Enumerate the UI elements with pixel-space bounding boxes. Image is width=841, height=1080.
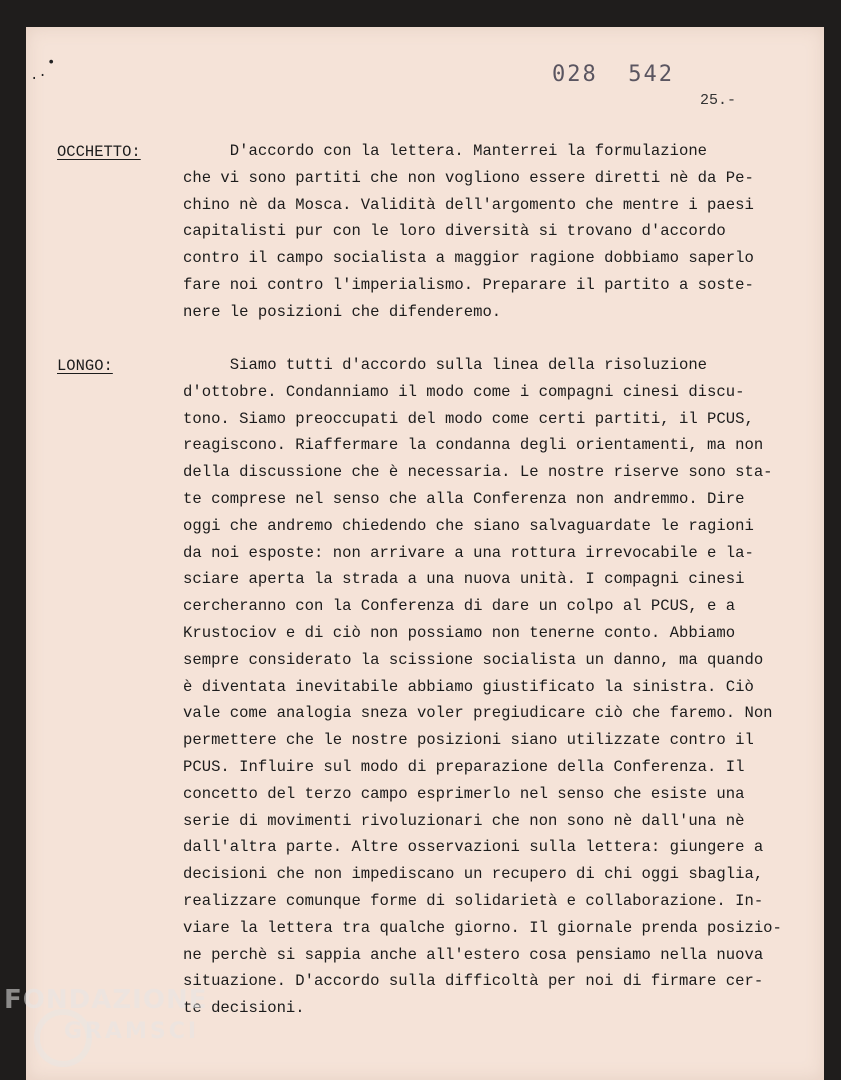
text-line: contro il campo socialista a maggior ragione dobbiamo saperlo	[183, 249, 754, 268]
text-line: serie di movimenti rivoluzionari che non sono nè dall'una nè	[183, 811, 745, 830]
text-line: tono. Siamo preoccupati del modo come certi partiti, il PCUS,	[183, 409, 754, 428]
text-line: fare noi contro l'imperialismo. Preparare il partito a soste-	[183, 275, 754, 294]
text-line: vale come analogia sneza voler pregiudicare ciò che faremo. Non	[183, 704, 773, 723]
speaker-longo: LONGO:	[57, 357, 113, 375]
text-line: della discussione che è necessaria. Le nostre riserve sono sta-	[183, 463, 773, 482]
page-number: 25.-	[700, 92, 737, 109]
text-line: D'accordo con la lettera. Manterrei la formulazione	[183, 142, 708, 160]
text-line: situazione. D'accordo sulla difficoltà per noi di firmare cer-	[183, 972, 764, 991]
text-line: Krustociov e di ciò non possiamo non tenerne conto. Abbiamo	[183, 623, 736, 642]
margin-mark: .·	[30, 68, 47, 84]
archive-number: 028 542	[552, 62, 674, 87]
text-line: permettere che le nostre posizioni siano utilizzate contro il	[183, 731, 754, 750]
text-line: viare la lettera tra qualche giorno. Il giornale prenda posizio-	[183, 918, 782, 937]
fondazione-gramsci-watermark	[4, 985, 208, 1075]
text-line: Siamo tutti d'accordo sulla linea della risoluzione	[183, 356, 708, 374]
text-line: reagiscono. Riaffermare la condanna degli orientamenti, ma non	[183, 436, 764, 455]
text-line: da noi esposte: non arrivare a una rottura irrevocabile e la-	[183, 543, 754, 562]
text-line: sciare aperta la strada a una nuova unità. I compagni cinesi	[183, 570, 745, 589]
text-line: oggi che andremo chiedendo che siano salvaguardate le ragioni	[183, 516, 754, 535]
text-line: cercheranno con la Conferenza di dare un colpo al PCUS, e a	[183, 597, 736, 616]
text-line: concetto del terzo campo esprimerlo nel senso che esiste una	[183, 784, 745, 803]
text-line: te decisioni.	[183, 999, 305, 1018]
text-line: realizzare comunque forme di solidarietà e collaborazione. In-	[183, 891, 764, 910]
text-line: te comprese nel senso che alla Conferenza non andremmo. Dire	[183, 489, 745, 508]
margin-mark: •	[47, 55, 56, 71]
text-line: è diventata inevitabile abbiamo giustificato la sinistra. Ciò	[183, 677, 754, 696]
text-line: PCUS. Influire sul modo di preparazione della Conferenza. Il	[183, 757, 745, 776]
text-line: d'ottobre. Condanniamo il modo come i compagni cinesi discu-	[183, 382, 745, 401]
text-line: capitalisti pur con le loro diversità si trovano d'accordo	[183, 222, 726, 241]
text-line: chino nè da Mosca. Validità dell'argomento che mentre i paesi	[183, 195, 754, 214]
text-line: dall'altra parte. Altre osservazioni sulla lettera: giungere a	[183, 838, 764, 857]
text-line: decisioni che non impediscano un recupero di chi oggi sbaglia,	[183, 865, 764, 884]
text-line: sempre considerato la scissione socialista un danno, ma quando	[183, 650, 764, 669]
watermark-line1: FONDAZIONE	[4, 985, 208, 1015]
text-line: ne perchè si sappia anche all'estero cosa pensiamo nella nuova	[183, 945, 764, 964]
paragraph-longo	[183, 352, 793, 1022]
text-line: che vi sono partiti che non vogliono essere diretti nè da Pe-	[183, 168, 754, 187]
speaker-occhetto: OCCHETTO:	[57, 143, 141, 161]
text-line: nere le posizioni che difenderemo.	[183, 302, 502, 321]
paragraph-occhetto	[183, 138, 793, 326]
watermark-line2: GRAMSCI	[64, 1019, 200, 1044]
